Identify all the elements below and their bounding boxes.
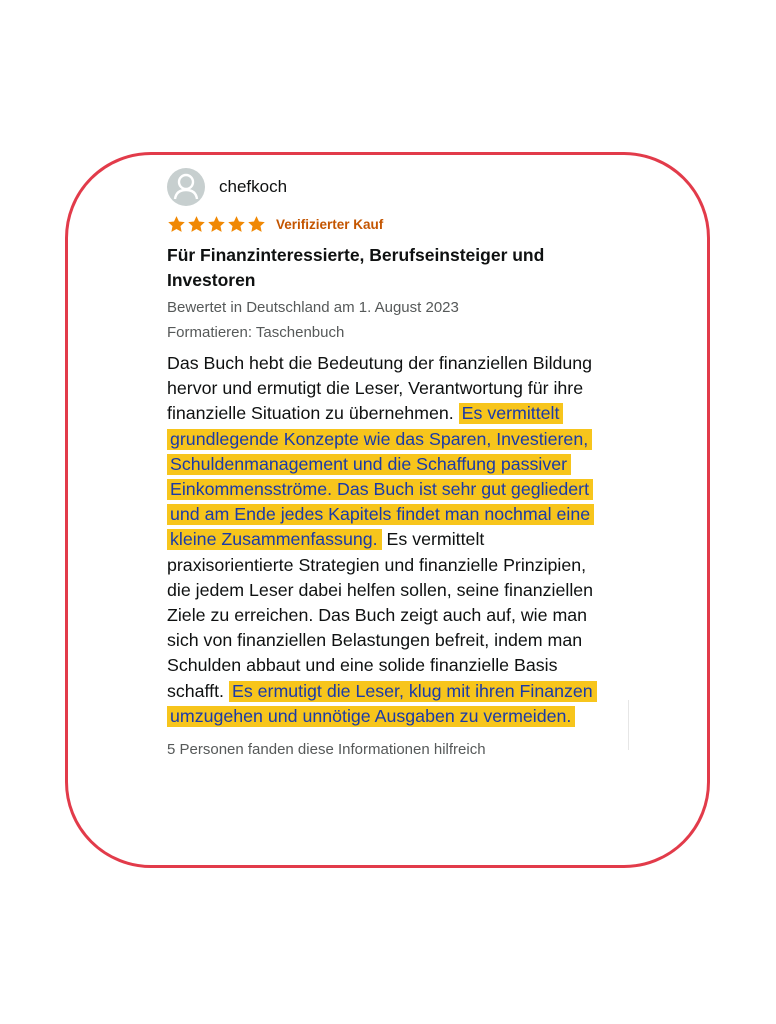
review-body [167, 351, 599, 729]
divider [628, 700, 629, 750]
highlighted-text: Es ermutigt die Leser, klug mit ihren Finanzen umzugehen und unnötige Ausgaben zu vermeiden. [167, 681, 597, 727]
review-text: Das Buch hebt die Bedeutung der finanziellen Bildung hervor und ermutigt die Leser, Verantwortung für ihre finanzielle Situation zu übernehmen. [167, 353, 593, 424]
star-icon [207, 215, 226, 234]
verified-purchase-badge[interactable]: Verifizierter Kauf [276, 216, 384, 232]
rating-row [167, 214, 607, 234]
star-icon [247, 215, 266, 234]
star-icon [227, 215, 246, 234]
customer-review [167, 168, 607, 758]
review-text: Es vermittelt praxisorientierte Strategien und finanzielle Prinzipien, die jedem Leser dabei helfen sollen, seine finanziellen Ziele zu erreichen. Das Buch zeigt auch auf, wie man sich von finanziellen Belastungen befreit, indem man Schulden abbaut und eine solide finanzielle Basis schafft. [167, 529, 594, 701]
avatar-icon [167, 168, 205, 206]
star-icon [167, 215, 186, 234]
review-title[interactable]: Für Finanzinteressierte, Berufseinsteiger und Investoren [167, 245, 545, 290]
reviewer-name[interactable]: chefkoch [219, 177, 288, 196]
helpful-count: 5 Personen fanden diese Informationen hilfreich [167, 741, 486, 759]
star-rating[interactable] [167, 215, 266, 234]
review-format: Formatieren: Taschenbuch [167, 324, 345, 341]
reviewer-profile[interactable] [167, 168, 607, 206]
highlighted-text: Es vermittelt grundlegende Konzepte wie das Sparen, Investieren, Schuldenmanagement und die Schaffung passiver Einkommensströme. Das Buch ist sehr gut gegliedert und am Ende jedes Kapitels findet man nochmal eine kleine Zusammenfassung. [167, 403, 594, 550]
star-icon [187, 215, 206, 234]
review-date: Bewertet in Deutschland am 1. August 2023 [167, 299, 459, 316]
